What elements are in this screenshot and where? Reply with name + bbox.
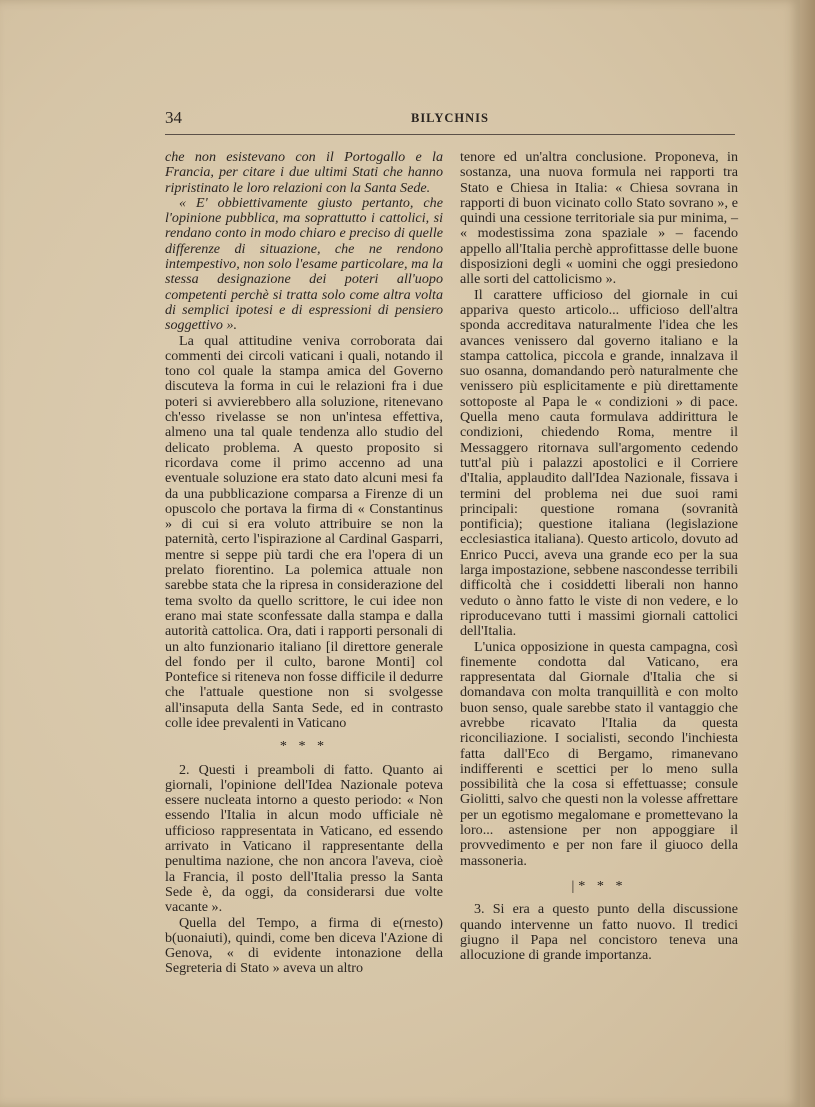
paragraph: Quella del Tempo, a firma di e(rnesto) b(uonaiuti), quindi, come ben diceva l'Azione di Genova, « di evidente intonazione della Segreteria di Stato » aveva un altro [165, 914, 443, 977]
paragraph: L'unica opposizione in questa campagna, così finemente condotta dal Vaticano, era rappresentata dal Giornale d'Italia che si domandava con molta tranquillità e con molto buon senso, quale sarebbe stato il vantaggio che avrebbe ricavato l'Italia da questa riconciliazione. I socialisti, secondo l'inchiesta fatta dall'Eco di Bergamo, rimanevano indifferenti e scettici per lo meno sulla possibilità che la cosa si effettuasse; consule Giolitti, salvo che questi non la volesse affrettare per un egotismo megalomane e promettevano la loro... astensione per non appoggiare il provvedimento e per non fare il giuoco della massoneria. [460, 638, 738, 869]
right-column [460, 150, 738, 963]
page-number: 34 [165, 108, 182, 127]
journal-title: BILYCHNIS [410, 111, 489, 125]
paragraph: La qual attitudine veniva corroborata dai commenti dei circoli vaticani i quali, notando il tono col quale la stampa amica del Governo discuteva la forma in cui le relazioni fra i due poteri si avvierebbero alla soluzione, ritenevano ch'esso rivelasse se non un'intesa effettiva, almeno una tal quale tendenza allo studio del delicato problema. A questo proposito si ricordava come il primo accenno ad una eventuale soluzione era stato dato alcuni mesi fa da una pubblicazione comparsa a Firenze di un opuscolo che portava la firma di « Constantinus » di cui si era voluto attribuire se non la paternità, certo l'ispirazione al Cardinal Gasparri, mentre si seppe più tardi che era l'opera di un prelato fiorentino. La polemica attuale non sarebbe stata che la ripresa in considerazione del tema svolto da quello scrittore, le cui idee non erano mai state sconfessate dalla stampa e dalla autorità cattolica. Ora, dati i rapporti personali di un alto funzionario italiano [il direttore generale del fondo per il culto, barone Monti] col Pontefice si riteneva non fosse difficile il dedurre che l'attuale questione non si svolgesse all'insaputa della Santa Sede, ed in contrasto colle idee prevalenti in Vaticano [165, 332, 444, 731]
paragraph: che non esistevano con il Portogallo e la Francia, per citare i due ultimi Stati che hanno ripristinato le loro relazioni con la Santa Sede. [165, 149, 443, 196]
paragraph: 3. Si era a questo punto della discussione quando intervenne un fatto nuovo. Il tredici giugno il Papa nel concistoro teneva una allocuzione di grande importanza. [460, 901, 738, 964]
paragraph: tenore ed un'altra conclusione. Proponeva, in sostanza, una nuova formula nei rapporti tra Stato e Chiesa in Italia: « Chiesa sovrana in rapporti di buon vicinato collo Stato sovrano », e quindi una cessione territoriale sia pur minima, – « modestissima zona spaziale » – facendo appello all'Italia perchè approfittasse delle buone disposizioni degli « uomini che oggi presiedono alle sorti del cattolicismo ». [460, 149, 738, 288]
page-edge [800, 0, 815, 1107]
section-separator: |* * * [571, 877, 627, 894]
left-column [165, 150, 443, 977]
paragraph: « E' obbiettivamente giusto pertanto, che l'opinione pubblica, ma soprattutto i cattolici, si rendano conto in modo chiaro e preciso di quelle differenze di situazione, che ne rendono intempestivo, non solo l'esame particolare, ma la stessa designazione dei poteri all'uopo competenti perchè si tratta solo come altra volta di semplici ipotesi e di espressioni di pensiero soggettivo ». [165, 194, 443, 334]
section-separator: * * * [279, 738, 329, 755]
paragraph: Il carattere ufficioso del giornale in cui appariva questo articolo... ufficioso dell'altra sponda accreditava naturalmente l'idea che les avances venissero dal governo italiano e la stampa cattolica, piccola e grande, innalzava il suo osanna, domandando però naturalmente che venissero più esplicitamente e più direttamente sottoposte al Papa le « condizioni » di pace. Quella meno cauta formulava addirittura le condizioni, chiedendo Roma, mentre il Messaggero ritornava sull'argomento cedendo tutt'al più i palazzi apostolici e il Corriere d'Italia, applaudito dall'Idea Nazionale, fissava i termini del problema nei due suoi rami principali: questione romana (sovranità pontificia); questione italiana (legislazione ecclesiastica italiana). Questo articolo, dovuto ad Enrico Pucci, aveva una grande eco per la sua larga impostazione, sebbene nascondesse terribili difficoltà che i cosiddetti liberali non hanno veduto o ànno fatto le viste di non vedere, e lo riproducevano tutti i massimi giornali cattolici dell'Italia. [460, 286, 739, 640]
paragraph: 2. Questi i preamboli di fatto. Quanto ai giornali, l'opinione dell'Idea Nazionale poteva essere nucleata intorno a questo periodo: « Non essendo l'Italia in alcun modo ufficiale nè ufficioso rappresentata in Vaticano, ed essendo arrivato in Vaticano il rappresentante della penultima nazione, che non ancora l'aveva, cioè la Francia, il posto dell'Italia presso la Santa Sede è, da oggi, da considerarsi due volte vacante ». [165, 761, 443, 916]
page-header [165, 108, 735, 135]
